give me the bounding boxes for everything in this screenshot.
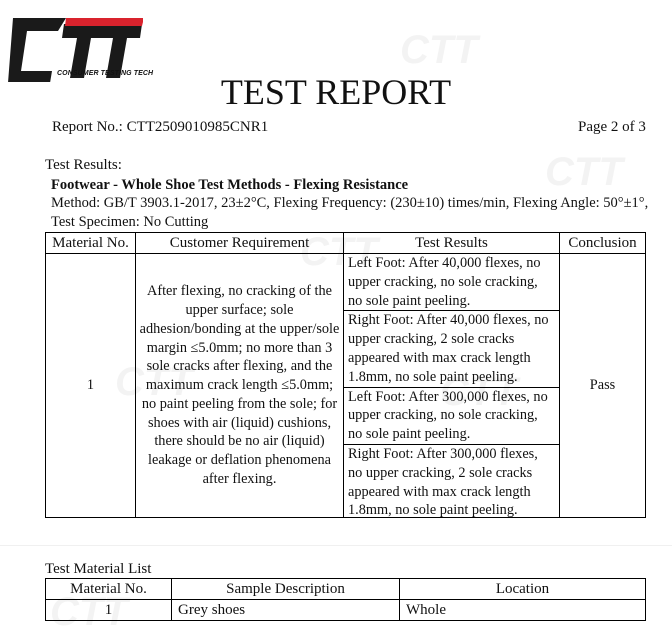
report-number: Report No.: CTT2509010985CNR1 bbox=[52, 119, 269, 135]
material-header-row bbox=[46, 579, 646, 600]
result-item: Left Foot: After 40,000 flexes, no upper cracking, no sole cracking, no sole paint peeling. bbox=[348, 255, 541, 309]
test-results-label: Test Results: bbox=[45, 157, 122, 173]
test-specimen: Test Specimen: No Cutting bbox=[51, 214, 209, 230]
material-list-label: Test Material List bbox=[45, 561, 152, 577]
material-no-cell: 1 bbox=[46, 254, 136, 518]
watermark bbox=[400, 28, 478, 73]
logo-tagline: CONSUMER TESTING TECH bbox=[57, 70, 154, 77]
header-material-no: Material No. bbox=[46, 579, 172, 600]
page-number: Page 2 of 3 bbox=[578, 119, 646, 135]
material-table bbox=[45, 578, 646, 621]
header-test-results: Test Results bbox=[344, 233, 560, 254]
material-no-value: 1 bbox=[46, 600, 172, 621]
test-method: Method: GB/T 3903.1-2017, 23±2°C, Flexing Frequency: (230±10) times/min, Flexing Angle: 50°±1°, bbox=[51, 195, 649, 211]
results-header-row bbox=[46, 233, 646, 254]
result-item: Right Foot: After 300,000 flexes, no upper cracking, 2 sole cracks appeared with max crack length 1.8mm, no sole paint peeling. bbox=[344, 444, 559, 520]
table-row bbox=[46, 254, 646, 518]
header-sample-description: Sample Description bbox=[172, 579, 400, 600]
header-conclusion: Conclusion bbox=[560, 233, 646, 254]
results-table bbox=[45, 232, 646, 518]
conclusion-cell: Pass bbox=[560, 254, 646, 518]
customer-requirement-cell: After flexing, no cracking of the upper surface; sole adhesion/bonding at the upper/sole margin ≤5.0mm; no more than 3 sole cracks after flexing, and the maximum crack length ≤5.0mm; no paint peeling from the sole; for shoes with air (liquid) cushions, there should be no air (liquid) leakage or deflation phenomena after flexing. bbox=[136, 254, 344, 518]
table-row bbox=[46, 600, 646, 621]
watermark bbox=[545, 150, 623, 195]
result-item: Right Foot: After 40,000 flexes, no upper cracking, 2 sole cracks appeared with max crack length 1.8mm, no sole paint peeling. bbox=[344, 310, 559, 386]
report-title: TEST REPORT bbox=[220, 72, 452, 112]
result-item: Left Foot: After 300,000 flexes, no upper cracking, no sole cracking, no sole paint peeling. bbox=[344, 387, 559, 444]
header-location: Location bbox=[400, 579, 646, 600]
location-value: Whole bbox=[400, 600, 646, 621]
test-results-cell bbox=[344, 254, 560, 518]
divider bbox=[0, 545, 672, 546]
header-customer-requirement: Customer Requirement bbox=[136, 233, 344, 254]
sample-description-value: Grey shoes bbox=[172, 600, 400, 621]
header-material-no: Material No. bbox=[46, 233, 136, 254]
test-name: Footwear - Whole Shoe Test Methods - Flexing Resistance bbox=[51, 177, 409, 193]
